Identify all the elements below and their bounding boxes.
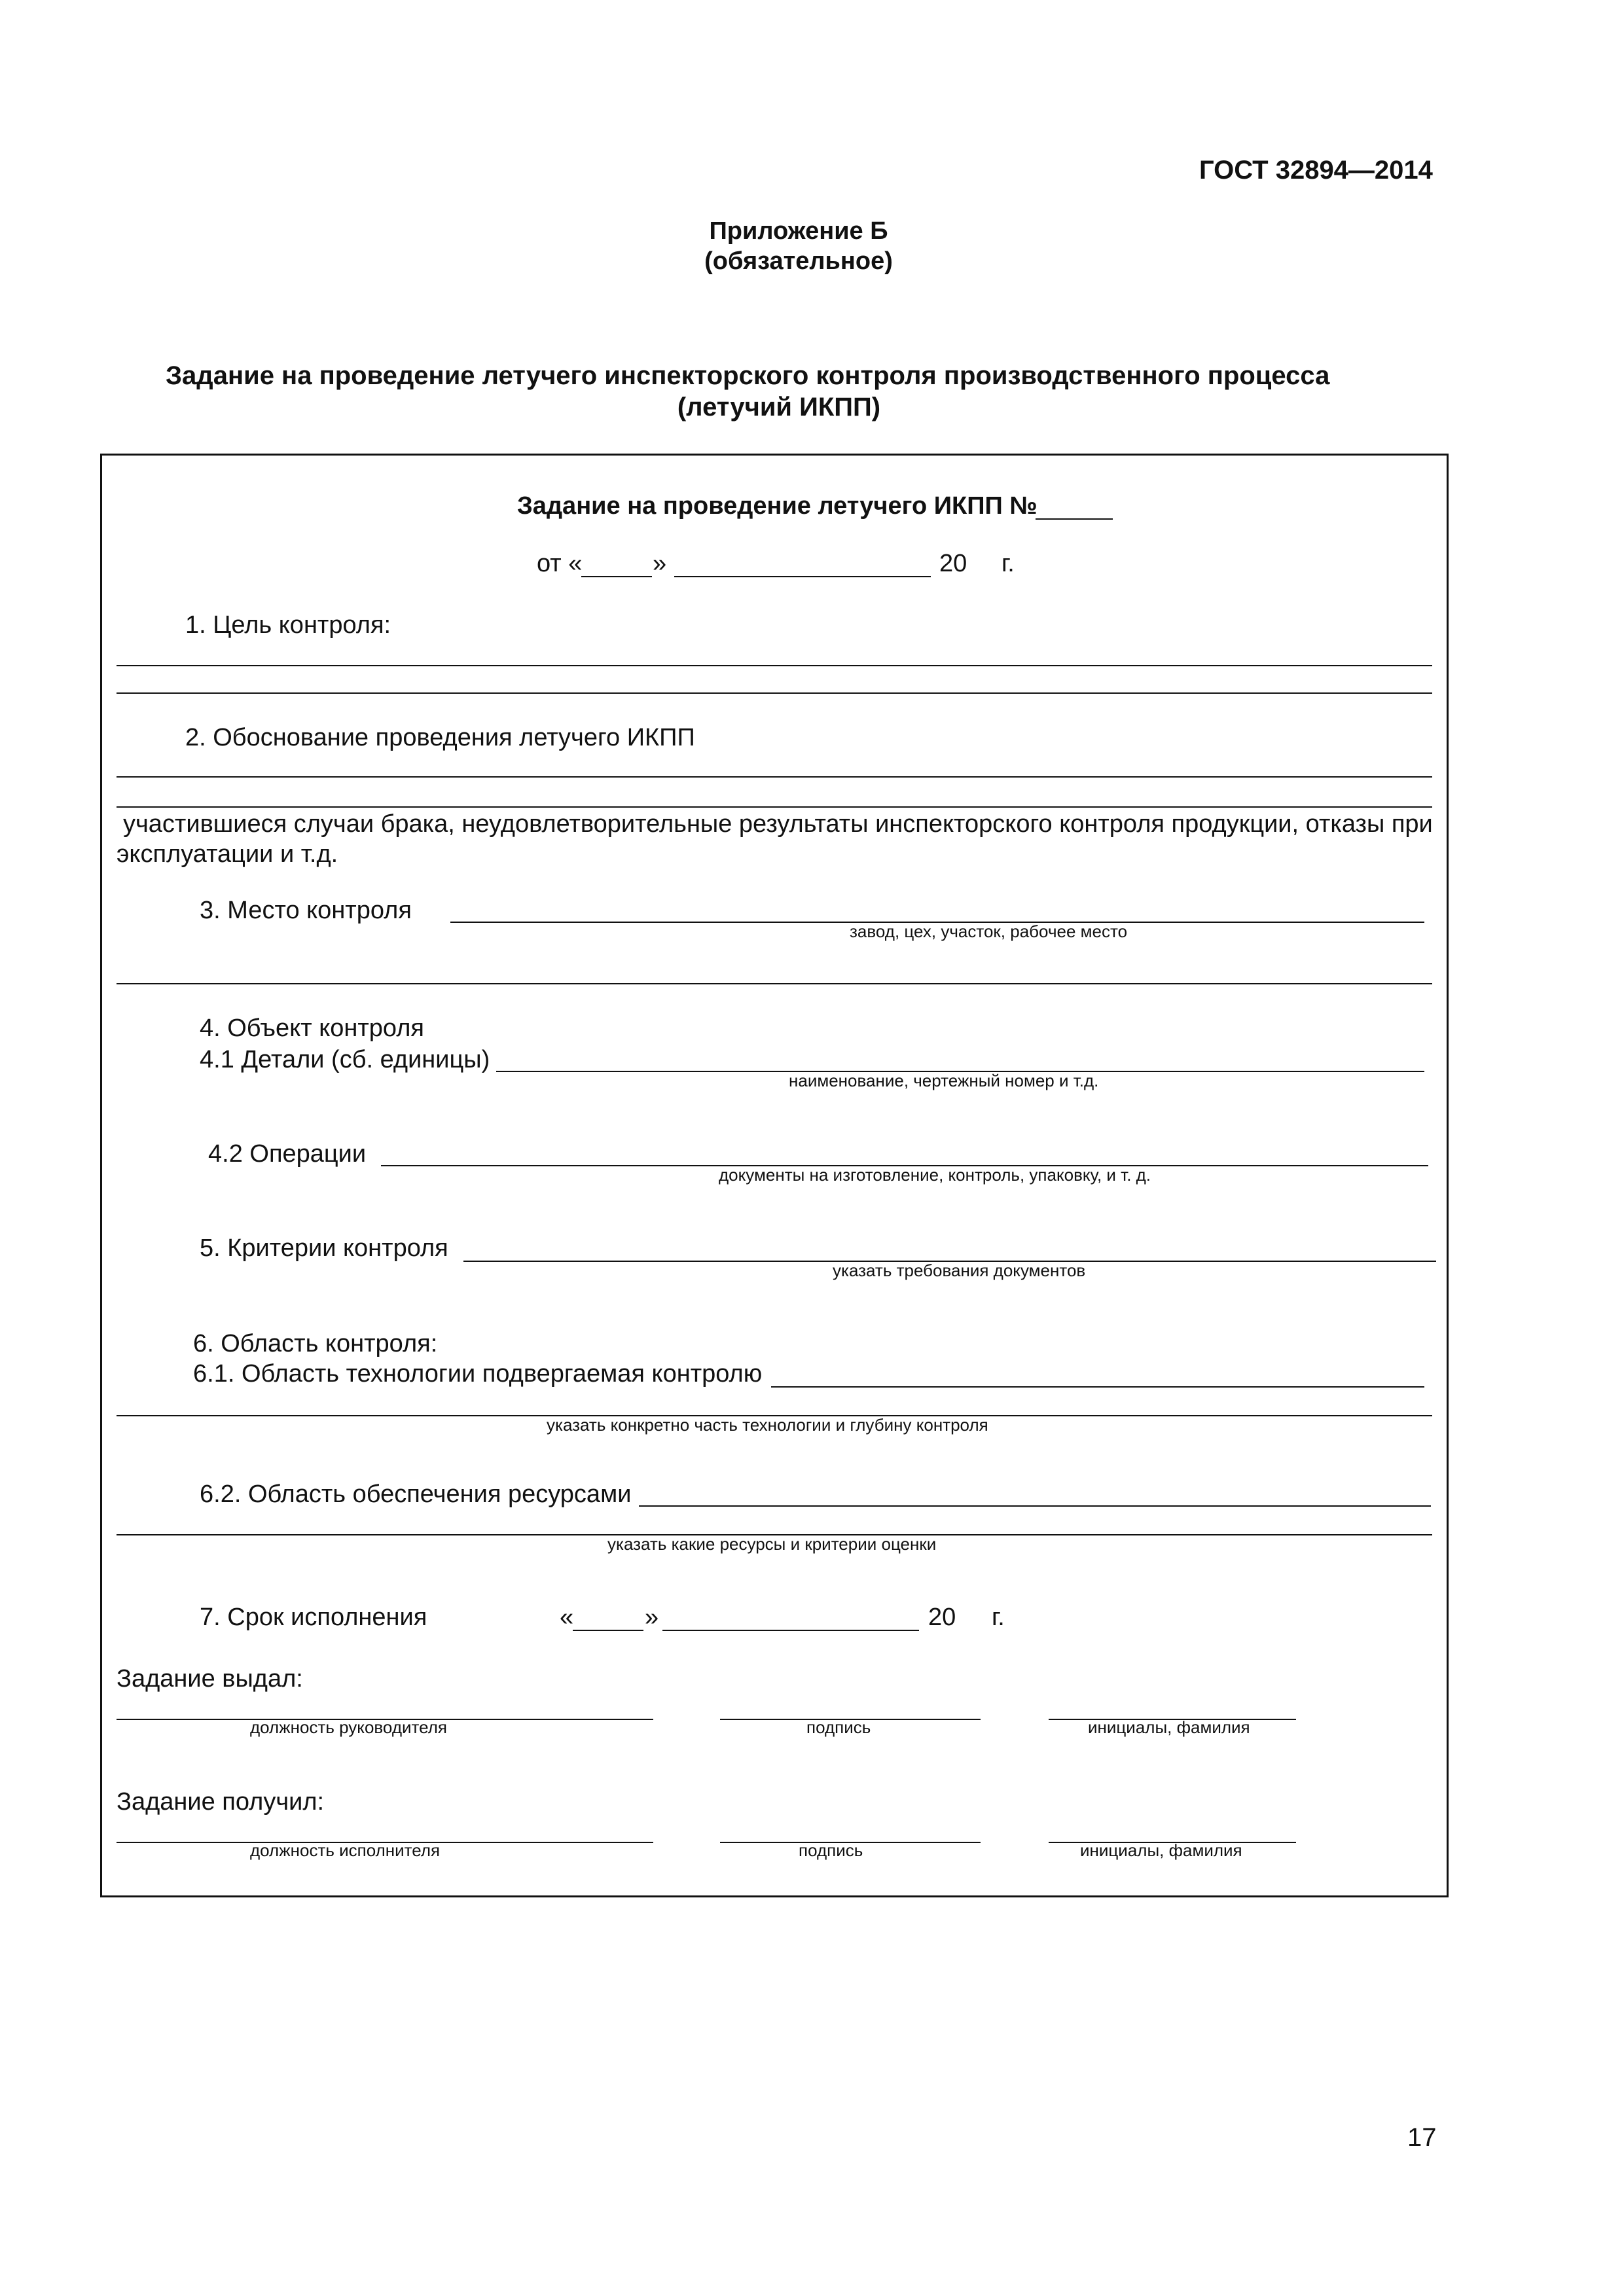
deadline-month-field[interactable] xyxy=(662,1630,919,1631)
section-1-line-2[interactable] xyxy=(117,692,1432,694)
deadline-day-field[interactable] xyxy=(573,1630,643,1631)
section-4-1-label: 4.1 Детали (сб. единицы) xyxy=(200,1046,490,1073)
section-2-note-line2: эксплуатации и т.д. xyxy=(117,840,338,868)
issued-signature-caption: подпись xyxy=(806,1717,871,1737)
section-5-label: 5. Критерии контроля xyxy=(200,1234,448,1262)
deadline-year: 20 xyxy=(928,1604,956,1631)
section-4-2-caption: документы на изготовление, контроль, упаковку, и т. д. xyxy=(719,1165,1151,1185)
section-6-2-field[interactable] xyxy=(639,1505,1431,1507)
section-4-label: 4. Объект контроля xyxy=(200,1014,424,1042)
deadline-year-suffix: г. xyxy=(992,1604,1005,1631)
section-6-1-label: 6.1. Область технологии подвергаемая контролю xyxy=(193,1360,763,1388)
section-6-label: 6. Область контроля: xyxy=(193,1330,438,1357)
appendix-title: Приложение Б xyxy=(709,217,888,245)
section-6-2-caption: указать какие ресурсы и критерии оценки xyxy=(607,1534,937,1554)
appendix-status: (обязательное) xyxy=(704,247,893,275)
section-2-note-line1: участившиеся случаи брака, неудовлетворительные результаты инспекторского контроля продукции, отказы при xyxy=(123,810,1433,838)
section-2-line-1[interactable] xyxy=(117,776,1432,778)
issued-position-caption: должность руководителя xyxy=(250,1717,447,1737)
document-title-line2: (летучий ИКПП) xyxy=(677,393,881,422)
document-title-line1: Задание на проведение летучего инспекторского контроля производственного процесса xyxy=(166,361,1330,390)
date-day-field[interactable] xyxy=(581,576,652,577)
section-2-line-2[interactable] xyxy=(117,806,1432,808)
page-number: 17 xyxy=(1407,2123,1437,2152)
issued-initials-caption: инициалы, фамилия xyxy=(1088,1717,1250,1737)
section-4-1-caption: наименование, чертежный номер и т.д. xyxy=(789,1071,1099,1090)
received-signature-caption: подпись xyxy=(799,1840,863,1860)
standard-number: ГОСТ 32894—2014 xyxy=(1199,156,1433,185)
received-by-label: Задание получил: xyxy=(117,1788,325,1816)
section-4-2-label: 4.2 Операции xyxy=(208,1140,367,1168)
issued-by-label: Задание выдал: xyxy=(117,1665,303,1693)
deadline-close-quote: » xyxy=(645,1604,659,1631)
section-1-line-1[interactable] xyxy=(117,665,1432,666)
form-heading: Задание на проведение летучего ИКПП № xyxy=(517,492,1038,520)
section-5-caption: указать требования документов xyxy=(833,1261,1086,1280)
received-initials-caption: инициалы, фамилия xyxy=(1080,1840,1242,1860)
section-6-2-label: 6.2. Область обеспечения ресурсами xyxy=(200,1480,632,1508)
section-3-caption: завод, цех, участок, рабочее место xyxy=(850,922,1128,941)
section-6-1-field[interactable] xyxy=(771,1386,1424,1388)
date-year: 20 xyxy=(939,550,967,577)
date-prefix: от « xyxy=(537,550,583,577)
section-3-label: 3. Место контроля xyxy=(200,897,412,924)
form-number-field[interactable] xyxy=(1036,518,1113,520)
received-position-caption: должность исполнителя xyxy=(250,1840,441,1860)
section-1-label: 1. Цель контроля: xyxy=(185,611,391,639)
date-mid: » xyxy=(653,550,667,577)
date-month-field[interactable] xyxy=(674,576,931,577)
section-2-label: 2. Обоснование проведения летучего ИКПП xyxy=(185,724,695,751)
section-3-line-2[interactable] xyxy=(117,983,1432,984)
deadline-open-quote: « xyxy=(560,1604,574,1631)
date-year-suffix: г. xyxy=(1001,550,1015,577)
section-7-label: 7. Срок исполнения xyxy=(200,1604,427,1631)
section-6-1-caption: указать конкретно часть технологии и глубину контроля xyxy=(547,1415,988,1435)
